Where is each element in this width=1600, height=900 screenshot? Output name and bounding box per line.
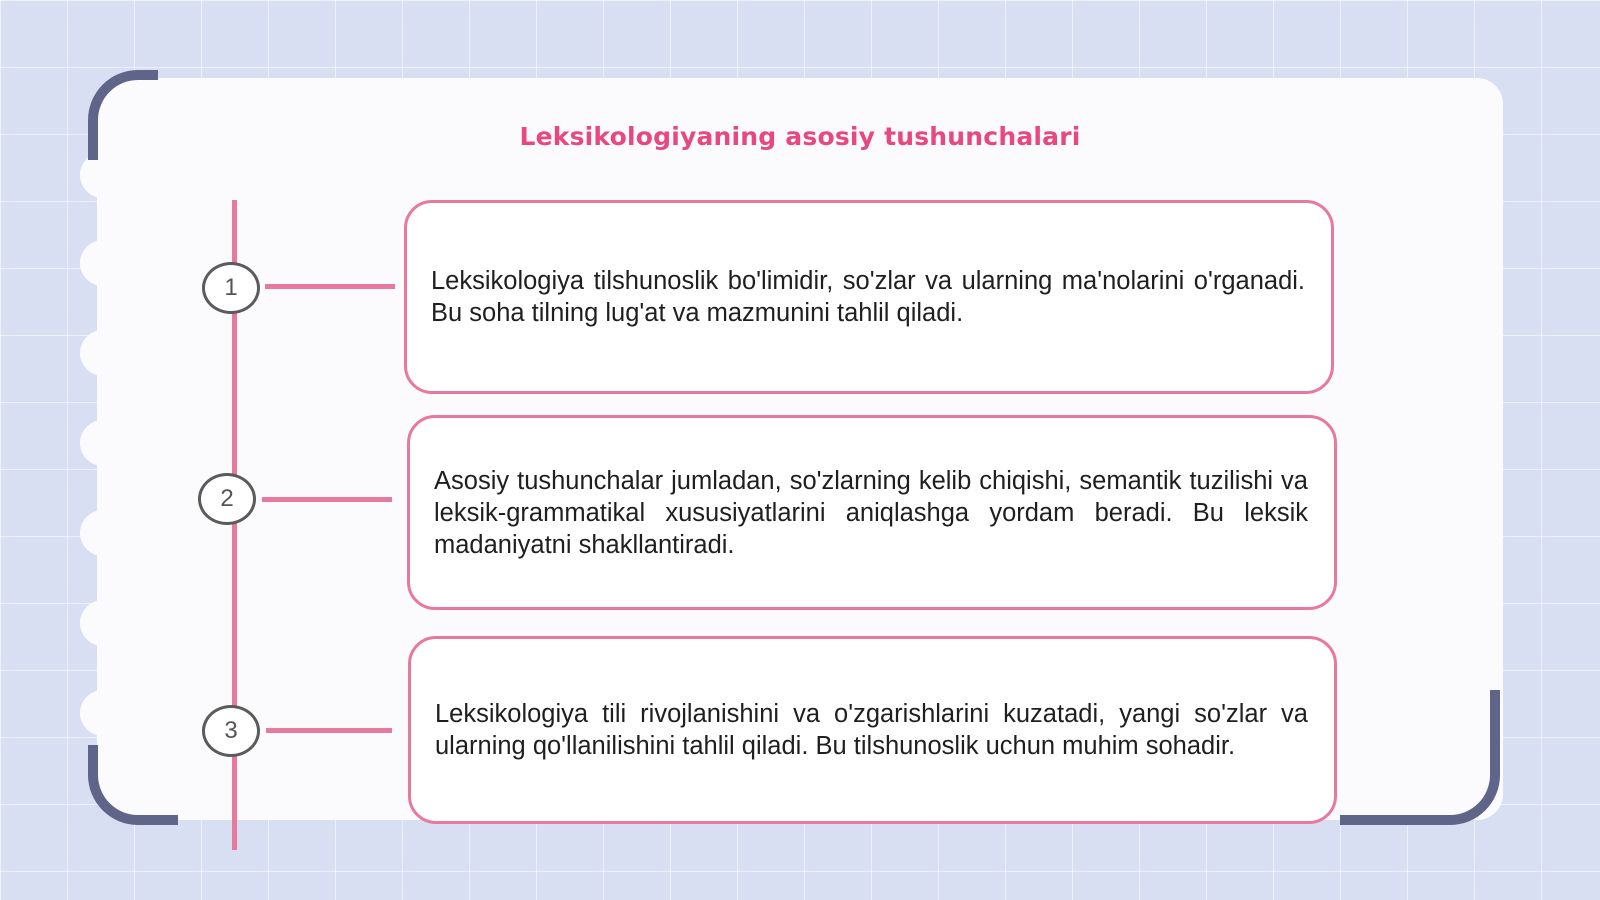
step-2-number-badge: 2 — [198, 473, 256, 525]
sheet-scallop — [80, 510, 126, 556]
step-2-text: Asosiy tushunchalar jumladan, so'zlarning kelib chiqishi, semantik tuzilishi va leksik-grammatikal xususiyatlarini aniqlashga yordam beradi. Bu leksik madaniyatni shakllantiradi. — [434, 466, 1308, 559]
slide-title: Leksikologiyaning asosiy tushunchalari — [519, 122, 1081, 151]
sheet-scallop — [80, 240, 126, 286]
step-3-text: Leksikologiya tili rivojlanishini va o'zgarishlarini kuzatadi, yangi so'zlar va ularning qo'llanilishini tahlil qiladi. Bu tilshunoslik uchun muhim sohadir. — [435, 700, 1308, 760]
step-1-connector — [265, 284, 395, 289]
step-3-connector — [266, 728, 392, 733]
sheet-scallop — [80, 420, 126, 466]
sheet-scallop — [80, 330, 126, 376]
step-3-number-badge: 3 — [202, 705, 260, 757]
corner-bracket-bottom-left — [88, 745, 178, 825]
sheet-scallop — [80, 600, 126, 646]
step-2-card — [407, 415, 1337, 610]
step-1-number-badge: 1 — [202, 262, 260, 314]
corner-bracket-bottom-right — [1340, 690, 1500, 825]
step-2-connector — [262, 497, 392, 502]
step-1-card — [404, 200, 1334, 394]
sheet-scallop — [80, 690, 126, 736]
step-1-text: Leksikologiya tilshunoslik bo'limidir, so'zlar va ularning ma'nolarini o'rganadi. Bu soha tilning lug'at va mazmunini tahlil qiladi. — [431, 267, 1305, 327]
step-3-card — [408, 636, 1337, 824]
